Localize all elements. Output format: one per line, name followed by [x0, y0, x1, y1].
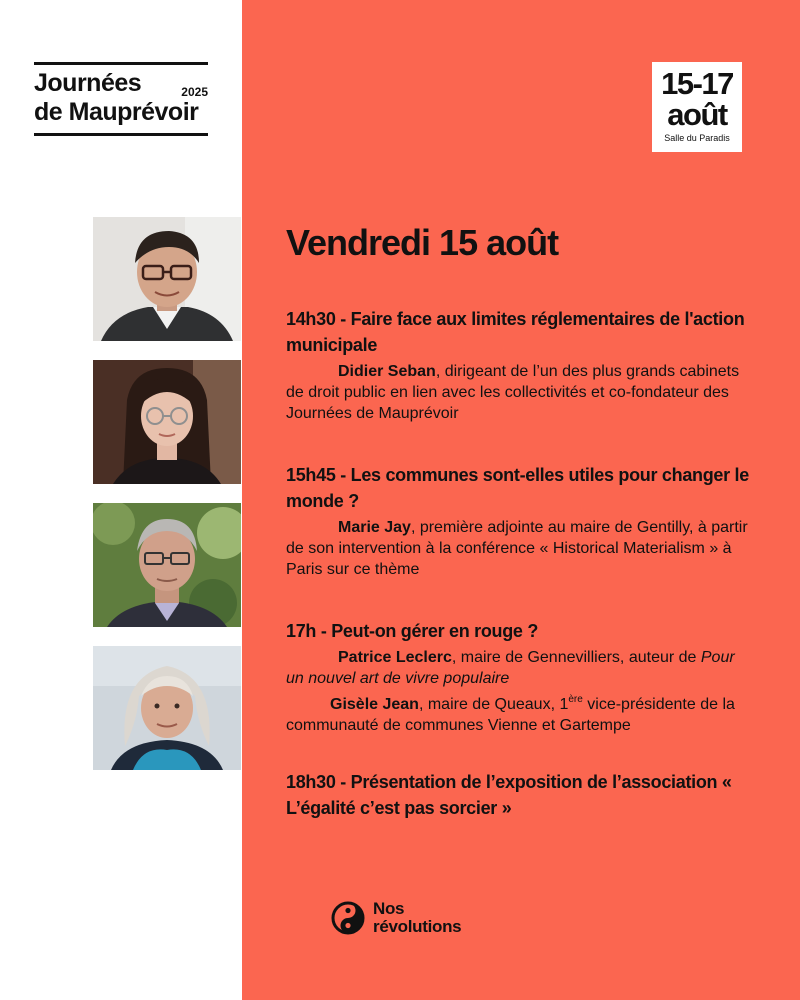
speaker-bio: , maire de Queaux, 1: [418, 696, 569, 713]
session-title: 15h45 - Les communes sont-elles utiles pour changer le monde ?: [286, 465, 749, 511]
logo-line2: révolutions: [373, 917, 462, 936]
book-title: Pour un nouvel art de vivre populaire: [286, 649, 735, 687]
nos-revolutions-logo: [331, 900, 461, 936]
date-month: août: [667, 97, 727, 132]
session-title: 17h - Peut-on gérer en rouge ?: [286, 621, 539, 641]
brand-line1: [34, 69, 208, 98]
session-title: 14h30 - Faire face aux limites réglementaires de l'action municipale: [286, 309, 745, 355]
speaker-photo-marie-jay: [93, 360, 241, 484]
session-desc: [286, 517, 756, 580]
session-3: [286, 618, 756, 736]
brand-bottom-rule: [34, 133, 208, 136]
date-badge: [652, 62, 742, 152]
session-desc: [286, 361, 756, 424]
date-range: 15-17: [661, 66, 733, 101]
event-brand: [34, 62, 208, 136]
speaker-name: Gisèle Jean: [330, 696, 419, 713]
session-2: [286, 462, 756, 580]
brand-year: 2025: [181, 85, 208, 99]
speaker-name: Patrice Leclerc: [338, 649, 452, 666]
nos-revolutions-logo-icon: [331, 901, 365, 935]
session-title: 18h30 - Présentation de l’exposition de l’association « L’égalité c’est pas sorcier »: [286, 772, 732, 818]
speaker-name: Didier Seban: [338, 363, 436, 380]
speaker-name: Marie Jay: [338, 519, 411, 536]
brand-name-line1: Journées: [34, 69, 142, 97]
day-heading: Vendredi 15 août: [286, 222, 559, 263]
venue-label: Salle du Paradis: [664, 133, 730, 143]
speaker-bio-cont: vice-présidente de la communauté de communes Vienne et Gartempe: [286, 696, 735, 734]
speaker-photo-patrice-leclerc: [93, 503, 241, 627]
speaker-bio: , maire de Gennevilliers, auteur de: [451, 649, 701, 666]
session-4: [286, 769, 756, 821]
left-panel: [0, 0, 242, 1000]
logo-line1: Nos: [373, 899, 405, 918]
brand-top-rule: [34, 62, 208, 65]
session-desc: [286, 647, 756, 736]
speaker-bio: , première adjointe au maire de Gentilly, à partir de son intervention à la conférence « Historical Materialism » à Paris sur ce thème: [286, 519, 748, 578]
brand-name-line2: de Mauprévoir: [34, 98, 199, 126]
speaker-photo-gisele-jean: [93, 646, 241, 770]
logo-text: [373, 900, 461, 936]
speaker-bio: , dirigeant de l’un des plus grands cabinets de droit public en lien avec les collectivités et co-fondateur des Journées de Mauprévoir: [286, 363, 740, 422]
session-1: [286, 306, 756, 424]
ordinal-suffix: ère: [568, 694, 583, 705]
speaker-photo-didier-seban: [93, 217, 241, 341]
